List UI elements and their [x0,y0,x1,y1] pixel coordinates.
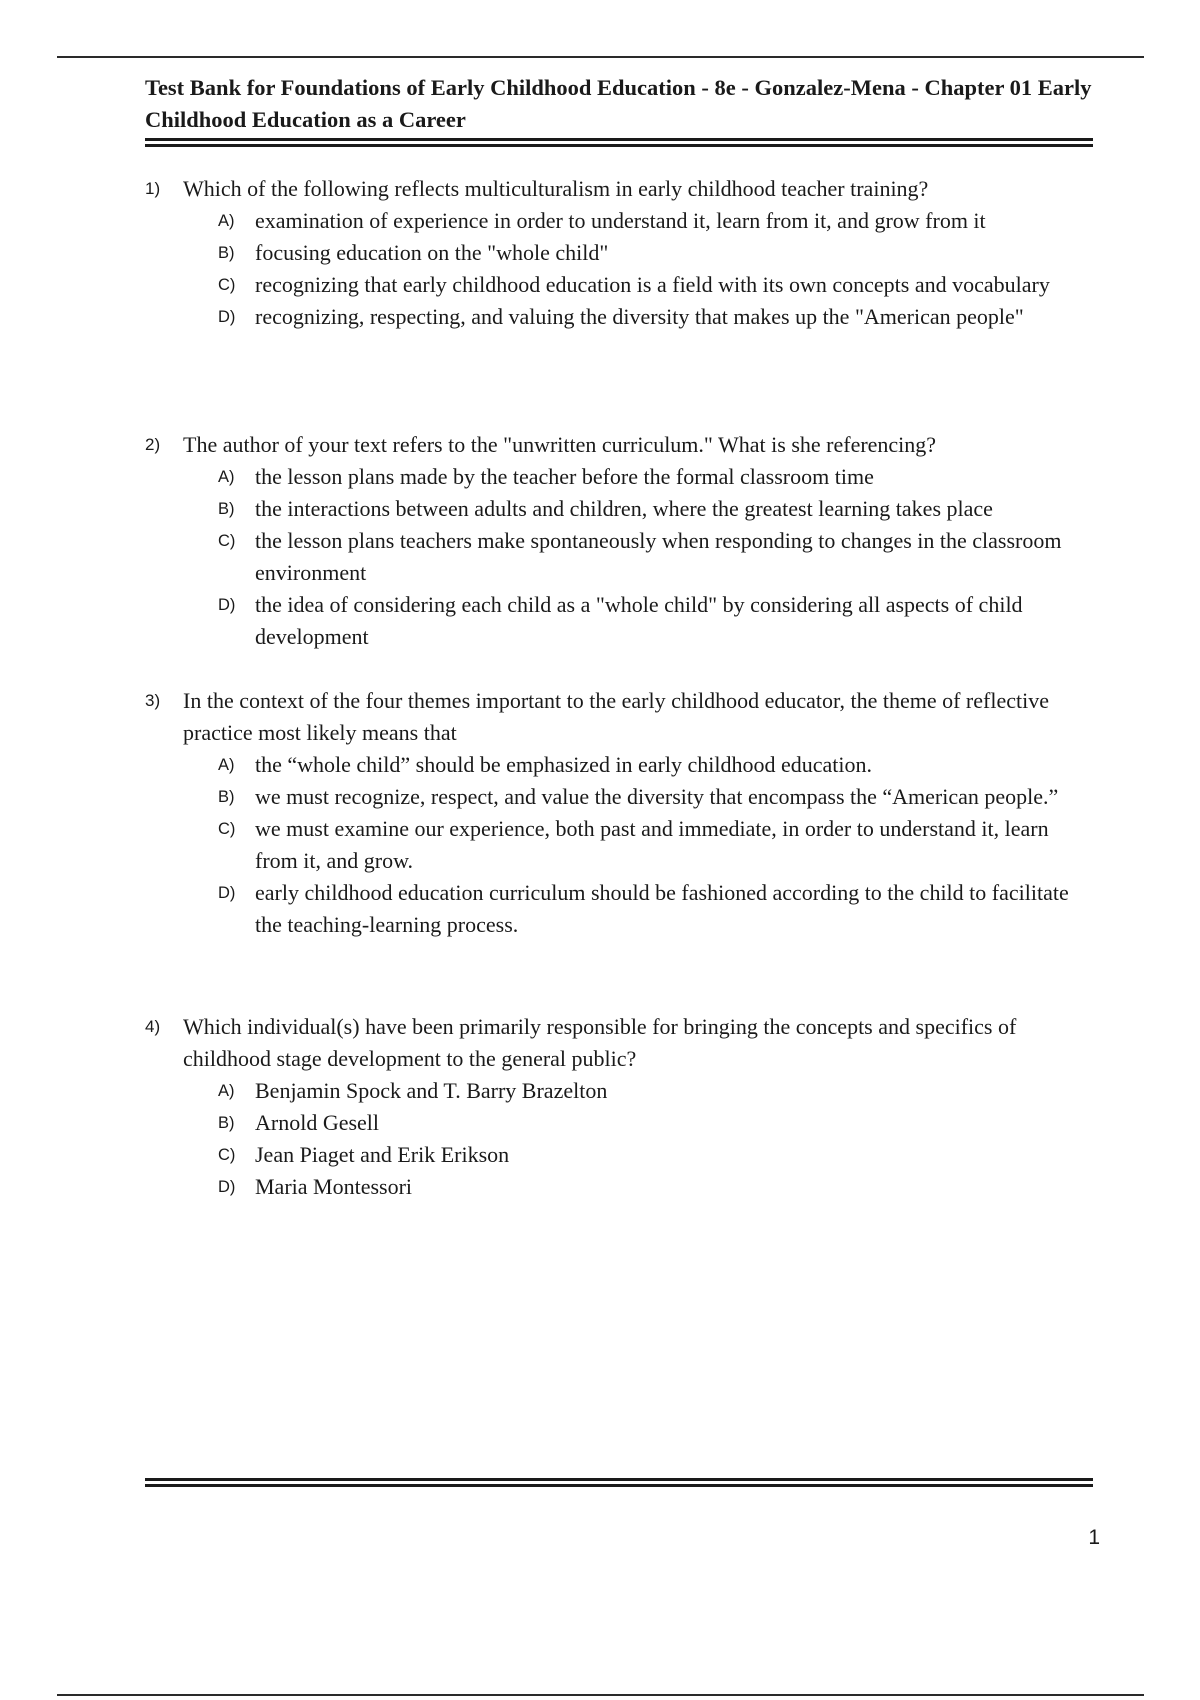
question-4 [145,1011,1095,1203]
page-title: Test Bank for Foundations of Early Childhood Education - 8e - Gonzalez-Mena - Chapter 01 Early Childhood Education as a Career [145,75,1092,132]
option-letter: D) [218,1178,236,1196]
option-letter: B) [218,244,235,262]
question-number: 4) [145,1017,161,1036]
question-text: Which of the following reflects multiculturalism in early childhood teacher training? [183,176,929,201]
option-letter: D) [218,596,236,614]
option-text: the “whole child” should be emphasized in early childhood education. [255,752,873,777]
answer-options [145,1075,1095,1203]
question-2 [145,429,1095,653]
question-number: 1) [145,179,161,198]
option-letter: D) [218,884,236,902]
answer-option-c [145,269,1095,301]
option-letter: C) [218,820,236,838]
answer-option-b [145,237,1095,269]
answer-option-d [145,877,1095,941]
page-number: 1 [1088,1526,1100,1549]
option-letter: C) [218,532,236,550]
option-letter: B) [218,1114,235,1132]
header-double-rule [145,138,1093,147]
question-text: Which individual(s) have been primarily responsible for bringing the concepts and specifics of childhood stage development to the general public? [183,1014,1017,1071]
option-letter: A) [218,756,235,774]
answer-option-b [145,493,1095,525]
option-text: recognizing that early childhood education is a field with its own concepts and vocabulary [255,272,1050,297]
option-text: we must recognize, respect, and value the diversity that encompass the “American people.” [255,784,1059,809]
option-text: we must examine our experience, both past and immediate, in order to understand it, learn from it, and grow. [255,816,1049,873]
answer-option-a [145,461,1095,493]
option-letter: A) [218,468,235,486]
option-letter: C) [218,1146,236,1164]
answer-option-d [145,1171,1095,1203]
option-text: focusing education on the "whole child" [255,240,609,265]
option-text: the interactions between adults and children, where the greatest learning takes place [255,496,993,521]
footer-double-rule [145,1478,1093,1487]
question-text: The author of your text refers to the "unwritten curriculum." What is she referencing? [183,432,937,457]
option-text: examination of experience in order to understand it, learn from it, and grow from it [255,208,986,233]
answer-option-c [145,813,1095,877]
option-text: the lesson plans made by the teacher before the formal classroom time [255,464,874,489]
option-text: the idea of considering each child as a "whole child" by considering all aspects of child development [255,592,1023,649]
option-text: the lesson plans teachers make spontaneously when responding to changes in the classroom environment [255,528,1062,585]
answer-option-b [145,1107,1095,1139]
option-text: Benjamin Spock and T. Barry Brazelton [255,1078,608,1103]
answer-option-d [145,301,1095,333]
answer-option-a [145,205,1095,237]
answer-option-c [145,525,1095,589]
question-stem [145,173,1095,205]
question-number: 2) [145,435,161,454]
answer-option-a [145,1075,1095,1107]
answer-option-c [145,1139,1095,1171]
option-letter: A) [218,1082,235,1100]
answer-option-d [145,589,1095,653]
question-stem [145,429,1095,461]
option-letter: A) [218,212,235,230]
question-stem [145,1011,1095,1075]
option-letter: D) [218,308,236,326]
option-text: early childhood education curriculum should be fashioned according to the child to facilitate the teaching-learning process. [255,880,1069,937]
question-text: In the context of the four themes important to the early childhood educator, the theme of reflective practice most likely means that [183,688,1049,745]
page-bottom-rule [57,1694,1144,1696]
question-number: 3) [145,691,161,710]
question-3 [145,685,1095,941]
option-text: Maria Montessori [255,1174,413,1199]
question-1 [145,173,1095,333]
option-text: recognizing, respecting, and valuing the diversity that makes up the "American people" [255,304,1024,329]
page-top-rule [57,56,1144,58]
option-text: Arnold Gesell [255,1110,380,1135]
answer-option-a [145,749,1095,781]
answer-options [145,749,1095,941]
answer-options [145,205,1095,333]
option-letter: C) [218,276,236,294]
question-stem [145,685,1095,749]
answer-options [145,461,1095,653]
option-text: Jean Piaget and Erik Erikson [255,1142,510,1167]
option-letter: B) [218,500,235,518]
answer-option-b [145,781,1095,813]
option-letter: B) [218,788,235,806]
